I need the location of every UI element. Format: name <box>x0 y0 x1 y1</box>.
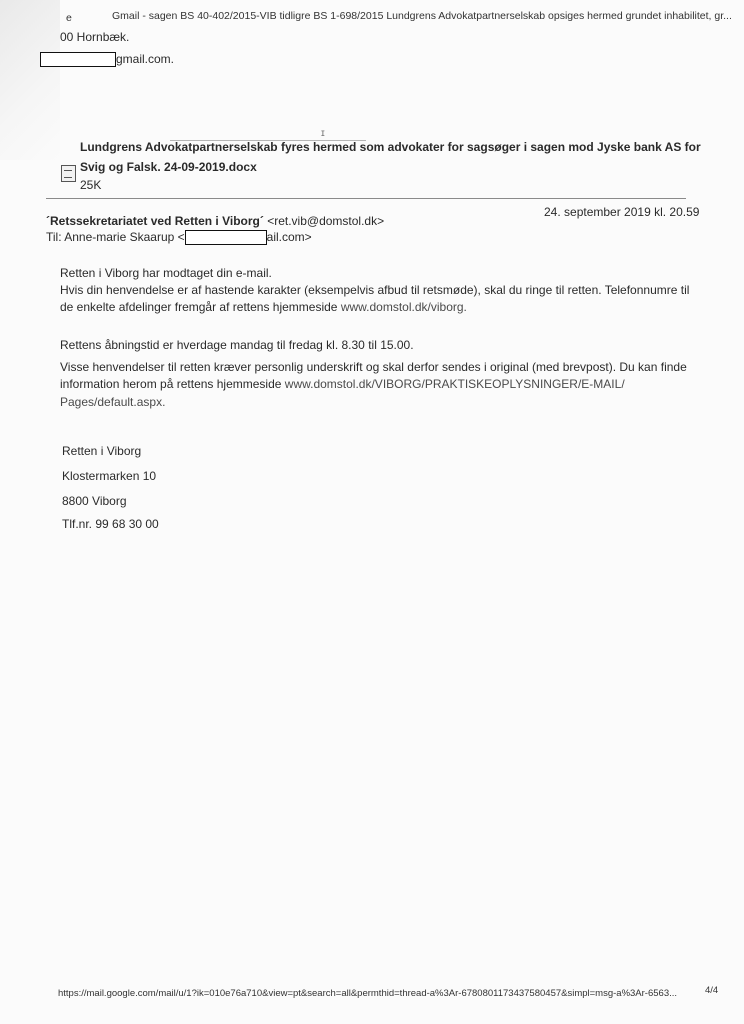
body-paragraph-3: Rettens åbningstid er hverdage mandag til fredag kl. 8.30 til 15.00. <box>60 338 414 352</box>
scan-edge-shadow <box>0 0 60 160</box>
body-paragraph-4-line-1: Visse henvendelser til retten kræver personlig underskrift og skal derfor sendes i original (med brevpost). Du kan finde <box>60 360 687 374</box>
redacted-email-line <box>40 52 174 67</box>
attachment-name-line1[interactable]: Lundgrens Advokatpartnerselskab fyres hermed som advokater for sagsøger i sagen mod Jyske bank AS for <box>80 140 701 154</box>
body-paragraph-2-line-2 <box>60 300 467 314</box>
sender-email[interactable]: <ret.vib@domstol.dk> <box>267 214 385 228</box>
redaction-box <box>40 52 116 67</box>
attachment-size: 25K <box>80 178 102 192</box>
recipient-email-suffix: ail.com> <box>266 230 312 244</box>
cursor-mark: ɪ <box>321 127 325 139</box>
docx-file-icon[interactable] <box>61 165 76 182</box>
corner-letter: e <box>66 12 72 24</box>
address-fragment: 00 Hornbæk. <box>60 30 130 44</box>
p2-text: de enkelte afdelinger fremgår af rettens hjemmeside <box>60 300 341 314</box>
attachment-name-line2[interactable]: Svig og Falsk. 24-09-2019.docx <box>80 160 257 174</box>
court-email-info-link-cont[interactable]: Pages/default.aspx. <box>60 395 166 409</box>
body-paragraph-4-line-2 <box>60 377 625 391</box>
court-email-info-link[interactable]: www.domstol.dk/VIBORG/PRAKTISKEOPLYSNINGER/E-MAIL/ <box>284 377 625 391</box>
message-divider <box>46 198 686 199</box>
page-title: Gmail - sagen BS 40-402/2015-VIB tidligre BS 1-698/2015 Lundgrens Advokatpartnerselskab opsiges hermed grundet inhabilitet, gr... <box>112 10 732 22</box>
page-number: 4/4 <box>705 985 719 996</box>
recipient-line <box>46 230 312 245</box>
to-label: Til: <box>46 230 62 244</box>
p4-text: information herom på rettens hjemmeside <box>60 377 285 391</box>
email-suffix: gmail.com. <box>116 52 175 66</box>
signature-phone: Tlf.nr. 99 68 30 00 <box>62 517 159 531</box>
signature-name: Retten i Viborg <box>62 444 142 458</box>
sender <box>46 214 384 228</box>
signature-street: Klostermarken 10 <box>62 469 157 483</box>
sender-name: ´Retssekretariatet ved Retten i Viborg´ <box>46 214 264 228</box>
body-paragraph-2-line-1: Hvis din henvendelse er af hastende karakter (eksempelvis afbud til retsmøde), skal du ringe til retten. Telefonnumre til <box>60 283 690 297</box>
signature-city: 8800 Viborg <box>62 494 127 508</box>
body-paragraph-1: Retten i Viborg har modtaget din e-mail. <box>60 266 272 280</box>
footer-url[interactable]: https://mail.google.com/mail/u/1?ik=010e76a710&view=pt&search=all&permthid=thread-a%3Ar-6780801173437580457&simpl=msg-a%3Ar-6563... <box>58 988 678 999</box>
message-date: 24. september 2019 kl. 20.59 <box>544 205 700 219</box>
recipient-name: Anne-marie Skaarup < <box>64 230 185 244</box>
redaction-box <box>185 230 267 245</box>
court-website-link[interactable]: www.domstol.dk/viborg. <box>340 300 467 314</box>
